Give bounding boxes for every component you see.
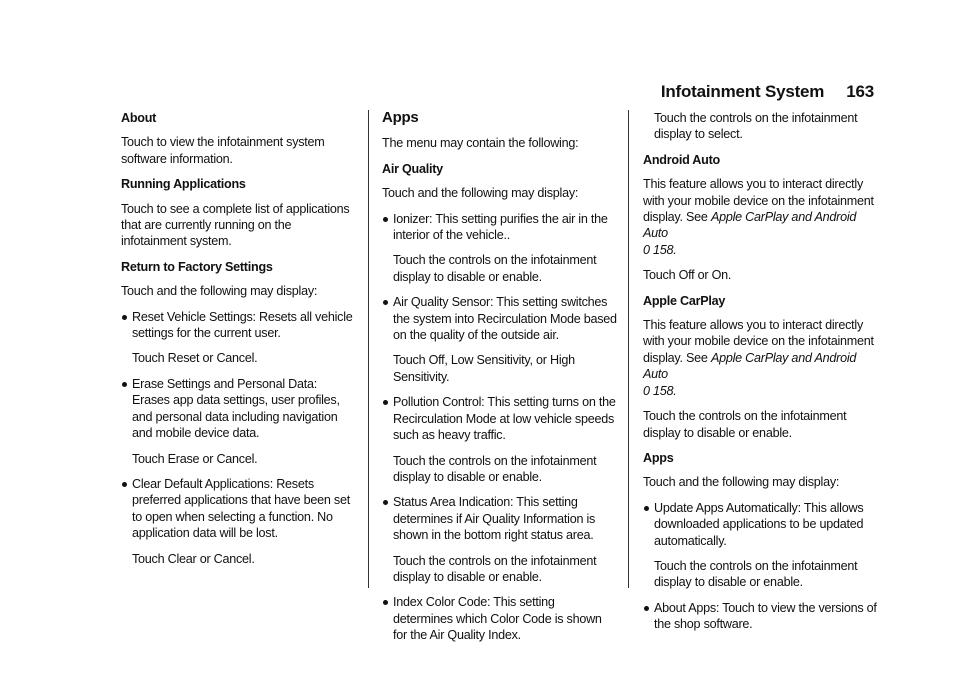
page-number: 163: [846, 82, 874, 101]
running-apps-text: Touch to see a complete list of applications that are currently running on the infotainment system.: [121, 201, 350, 249]
list-item: Index Color Code: This setting determines which Color Code is shown for the Air Quality Index.: [382, 594, 617, 643]
list-item-note: Touch Reset or Cancel.: [132, 351, 258, 366]
android-auto-toggle-text: Touch Off or On.: [643, 268, 732, 283]
bullet-icon: [383, 400, 388, 405]
list-item: Reset Vehicle Settings: Resets all vehicle settings for the current user.: [121, 309, 356, 342]
section-title: Infotainment System: [660, 82, 825, 101]
list-item: About Apps: Touch to view the versions of the shop software.: [643, 600, 881, 633]
android-auto-text: This feature allows you to interact directly with your mobile device on the infotainment display. See Apple CarPlay and Android Auto 0 158.: [643, 177, 874, 257]
column-2: [382, 110, 617, 653]
bullet-icon: [644, 606, 649, 611]
apple-carplay-control-text: Touch the controls on the infotainment display to disable or enable.: [643, 409, 847, 440]
continued-note: Touch the controls on the infotainment display to select.: [654, 111, 858, 142]
bullet-icon: [644, 506, 649, 511]
list-item-note: Touch Clear or Cancel.: [132, 551, 255, 566]
bullet-icon: [122, 382, 127, 387]
bullet-icon: [383, 217, 388, 222]
android-auto-heading: Android Auto: [643, 152, 720, 167]
bullet-icon: [383, 300, 388, 305]
column-1: [121, 110, 356, 576]
bullet-icon: [383, 600, 388, 605]
running-apps-heading: Running Applications: [121, 177, 246, 192]
list-item-note: Touch Erase or Cancel.: [132, 451, 258, 466]
list-item-note: Touch the controls on the infotainment display to disable or enable.: [393, 453, 597, 484]
bullet-icon: [122, 482, 127, 487]
list-item-note: Touch the controls on the infotainment display to disable or enable.: [393, 253, 597, 284]
bullet-icon: [122, 315, 127, 320]
apple-carplay-text: This feature allows you to interact directly with your mobile device on the infotainment display. See Apple CarPlay and Android Auto 0 158.: [643, 318, 874, 398]
list-item-note: Touch the controls on the infotainment display to disable or enable.: [654, 558, 858, 590]
bullet-icon: [383, 500, 388, 505]
running-header: [661, 82, 874, 102]
apps-intro: The menu may contain the following:: [382, 136, 579, 151]
list-item: Pollution Control: This setting turns on the Recirculation Mode at low vehicle speeds such as heavy traffic.: [382, 394, 617, 443]
air-quality-text: Touch and the following may display:: [382, 186, 579, 201]
list-item-note: Touch Off, Low Sensitivity, or High Sensitivity.: [393, 353, 575, 384]
page-reference[interactable]: 0 158.: [643, 383, 677, 398]
factory-settings-text: Touch and the following may display:: [121, 284, 318, 299]
column-divider-right: [628, 110, 629, 588]
list-item: Update Apps Automatically: This allows downloaded applications to be updated automatically.: [643, 500, 881, 549]
apps-heading: Apps: [643, 450, 674, 465]
list-item: Ionizer: This setting purifies the air in the interior of the vehicle..: [382, 211, 617, 244]
apps-text: Touch and the following may display:: [643, 475, 840, 490]
list-item: Air Quality Sensor: This setting switches the system into Recirculation Mode based on the quality of the outside air.: [382, 294, 617, 343]
list-item: Erase Settings and Personal Data: Erases app data settings, user profiles, and personal data including navigation and mobile device data.: [121, 376, 356, 442]
factory-settings-heading: Return to Factory Settings: [121, 259, 273, 274]
list-item: Status Area Indication: This setting determines if Air Quality Information is shown in the bottom right status area.: [382, 494, 617, 543]
list-item: Clear Default Applications: Resets preferred applications that have been set to open when selecting a function. No application data will be lost.: [121, 476, 356, 542]
cross-reference[interactable]: Apple CarPlay and Android Auto: [643, 350, 857, 382]
apple-carplay-heading: Apple CarPlay: [643, 293, 726, 308]
air-quality-heading: Air Quality: [382, 161, 443, 176]
apps-section-heading: Apps: [382, 109, 419, 126]
list-item-note: Touch the controls on the infotainment display to disable or enable.: [393, 553, 597, 584]
about-heading: About: [121, 111, 157, 125]
page-reference[interactable]: 0 158.: [643, 242, 677, 257]
factory-settings-list: [121, 309, 356, 342]
column-3: [643, 110, 881, 642]
cross-reference[interactable]: Apple CarPlay and Android Auto: [643, 210, 857, 241]
about-text: Touch to view the infotainment system software information.: [121, 135, 325, 166]
column-divider-left: [368, 110, 369, 588]
